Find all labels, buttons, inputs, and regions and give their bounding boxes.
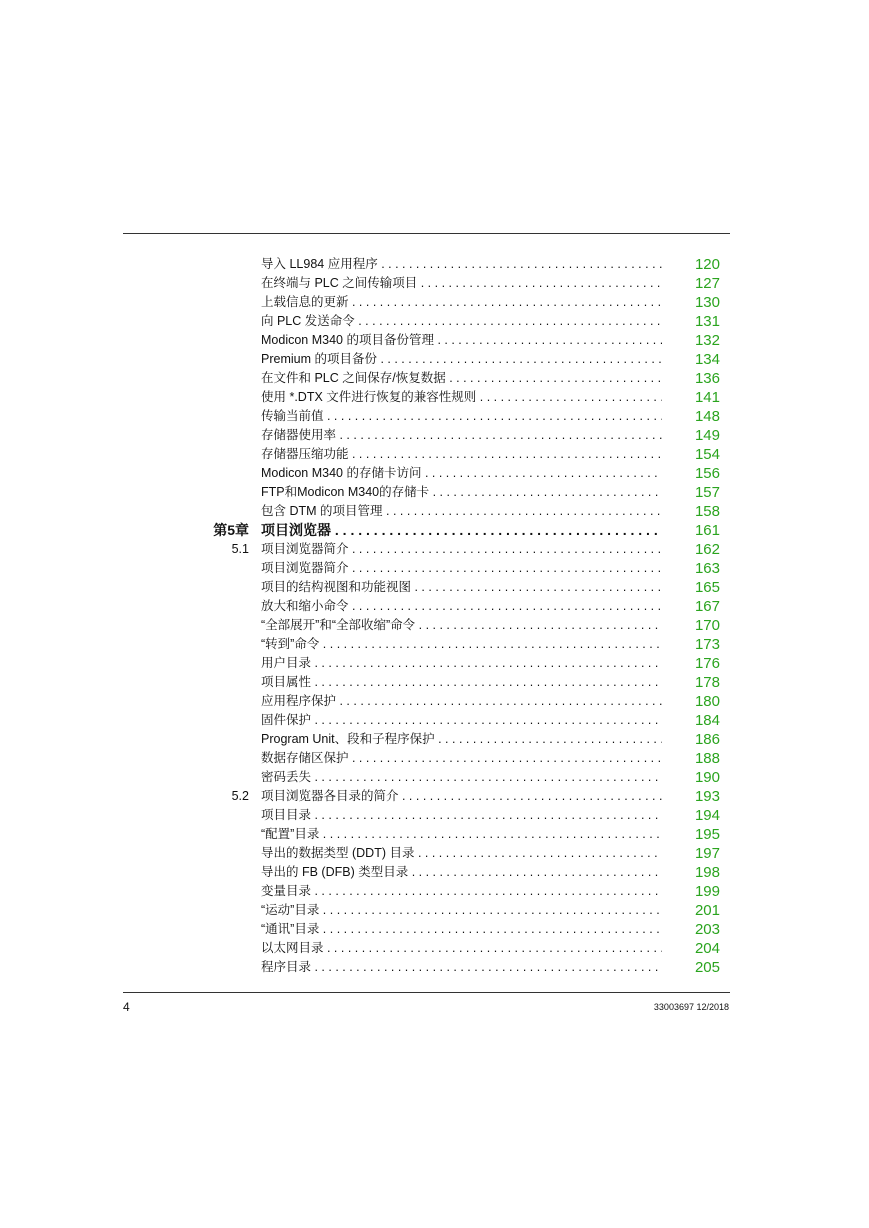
toc-entry-title[interactable]: “转到”命令 . . . — [261, 635, 662, 654]
page-number: 4 — [123, 1000, 130, 1014]
toc-entry[interactable] — [0, 312, 869, 331]
toc-page-number[interactable]: 201 — [694, 902, 720, 919]
toc-page-number[interactable]: 205 — [694, 959, 720, 976]
toc-entry[interactable] — [0, 578, 869, 597]
toc-entry-title[interactable]: 以太网目录 . . . — [261, 939, 662, 958]
toc-page-number[interactable]: 163 — [694, 560, 720, 577]
toc-entry-title[interactable]: “运动”目录 . . . — [261, 901, 662, 920]
toc-entry-title[interactable]: Program Unit、段和子程序保护 . . . — [261, 730, 662, 749]
toc-section-number: 第5章 — [213, 522, 249, 538]
toc-entry[interactable] — [0, 350, 869, 369]
toc-entry[interactable] — [0, 806, 869, 825]
toc-entry-title[interactable]: 存储器使用率 . . . — [261, 426, 662, 445]
toc-entry[interactable] — [0, 483, 869, 502]
toc-entry[interactable] — [0, 825, 869, 844]
toc-page-number[interactable]: 173 — [694, 636, 720, 653]
toc-entry[interactable] — [0, 654, 869, 673]
toc-page-number[interactable]: 195 — [694, 826, 720, 843]
toc-entry[interactable] — [0, 293, 869, 312]
toc-entry[interactable] — [0, 388, 869, 407]
toc-entry-title[interactable]: Modicon M340 的存储卡访问 . . . — [261, 464, 662, 483]
toc-page-number[interactable]: 132 — [694, 332, 720, 349]
toc-entry[interactable] — [0, 692, 869, 711]
toc-entry[interactable] — [0, 711, 869, 730]
toc-page-number[interactable]: 141 — [694, 389, 720, 406]
toc-section-number: 5.2 — [231, 789, 249, 803]
toc-page-number[interactable]: 180 — [694, 693, 720, 710]
toc-entry[interactable] — [0, 844, 869, 863]
toc-page-number[interactable]: 193 — [694, 788, 720, 805]
toc-entry-title[interactable]: 用户目录 . . . — [261, 654, 662, 673]
toc-page-number[interactable]: 197 — [694, 845, 720, 862]
toc-entry[interactable] — [0, 920, 869, 939]
toc-page-number[interactable]: 136 — [694, 370, 720, 387]
toc-page-number[interactable]: 186 — [694, 731, 720, 748]
toc-entry[interactable] — [0, 749, 869, 768]
toc-entry-title[interactable]: 应用程序保护 . . . — [261, 692, 662, 711]
toc-page-number[interactable]: 188 — [694, 750, 720, 767]
header-rule — [123, 233, 730, 234]
toc-entry-title[interactable]: 传输当前值 . . . — [261, 407, 662, 426]
toc-page-number[interactable]: 162 — [694, 541, 720, 558]
toc-page-number[interactable]: 130 — [694, 294, 720, 311]
toc-entry-title[interactable]: 变量目录 . . . — [261, 882, 662, 901]
toc-entry[interactable] — [0, 863, 869, 882]
toc-page-number[interactable]: 134 — [694, 351, 720, 368]
toc-entry[interactable] — [0, 426, 869, 445]
toc-entry[interactable] — [0, 502, 869, 521]
toc-page-number[interactable]: 149 — [694, 427, 720, 444]
toc-entry-title[interactable]: 数据存储区保护 . . . — [261, 749, 662, 768]
toc-page-number[interactable]: 199 — [694, 883, 720, 900]
toc-page-number[interactable]: 127 — [694, 275, 720, 292]
toc-entry[interactable] — [0, 445, 869, 464]
toc-entry[interactable] — [0, 901, 869, 920]
toc-entry[interactable] — [0, 407, 869, 426]
toc-entry-title[interactable]: 项目浏览器简介 . . . — [261, 559, 662, 578]
toc-entry-title[interactable]: 固件保护 . . . — [261, 711, 662, 730]
toc-page-number[interactable]: 198 — [694, 864, 720, 881]
toc-entry-title[interactable]: 存储器压缩功能 . . . — [261, 445, 662, 464]
toc-entry-title[interactable]: 项目浏览器 . . . — [261, 521, 662, 540]
toc-entry-title[interactable]: 包含 DTM 的项目管理 . . . — [261, 502, 662, 521]
document-reference: 33003697 12/2018 — [653, 1002, 729, 1012]
toc-entry-title[interactable]: Premium 的项目备份 . . . — [261, 350, 662, 369]
toc-entry-title[interactable]: 项目浏览器各目录的简介 . . . — [261, 787, 662, 806]
toc-page-number[interactable]: 170 — [694, 617, 720, 634]
toc-page-number[interactable]: 203 — [694, 921, 720, 938]
toc-page-number[interactable]: 131 — [694, 313, 720, 330]
toc-page-number[interactable]: 120 — [694, 256, 720, 273]
toc-page-number[interactable]: 194 — [694, 807, 720, 824]
toc-page-number[interactable]: 176 — [694, 655, 720, 672]
toc-entry-title[interactable]: 项目目录 . . . — [261, 806, 662, 825]
toc-entry-title[interactable]: 放大和缩小命令 . . . — [261, 597, 662, 616]
toc-page-number[interactable]: 178 — [694, 674, 720, 691]
toc-page-number[interactable]: 154 — [694, 446, 720, 463]
toc-entry-title[interactable]: “全部展开”和“全部收缩”命令 . . . — [261, 616, 662, 635]
toc-section-number: 5.1 — [231, 542, 249, 556]
footer-rule — [123, 992, 730, 993]
toc-entry[interactable] — [0, 331, 869, 350]
toc-entry[interactable] — [0, 635, 869, 654]
toc-page-number[interactable]: 148 — [694, 408, 720, 425]
toc-entry-title[interactable]: “通讯”目录 . . . — [261, 920, 662, 939]
toc-entry-title[interactable]: Modicon M340 的项目备份管理 . . . — [261, 331, 662, 350]
toc-entry-title[interactable]: 导出的数据类型 (DDT) 目录 . . . — [261, 844, 662, 863]
toc-entry[interactable] — [0, 939, 869, 958]
toc-entry[interactable] — [0, 369, 869, 388]
toc-entry[interactable] — [0, 958, 869, 977]
toc-entry-title[interactable]: 使用 *.DTX 文件进行恢复的兼容性规则 . . . — [261, 388, 662, 407]
toc-entry-title[interactable]: 密码丢失 . . . — [261, 768, 662, 787]
toc-page-number[interactable]: 204 — [694, 940, 720, 957]
toc-entry[interactable] — [0, 597, 869, 616]
toc-entry-title[interactable]: 向 PLC 发送命令 . . . — [261, 312, 662, 331]
toc-entry[interactable] — [0, 768, 869, 787]
toc-entry-title[interactable]: “配置”目录 . . . — [261, 825, 662, 844]
toc-entry-title[interactable]: 在文件和 PLC 之间保存/恢复数据 . . . — [261, 369, 662, 388]
toc-entry-title[interactable]: 项目浏览器简介 . . . — [261, 540, 662, 559]
toc-entry[interactable] — [0, 540, 869, 559]
toc-entry[interactable] — [0, 559, 869, 578]
toc-entry[interactable] — [0, 730, 869, 749]
toc-entry-title[interactable]: 导入 LL984 应用程序 . . . — [261, 255, 662, 274]
toc-entry-title[interactable]: 项目属性 . . . — [261, 673, 662, 692]
toc-entry[interactable] — [0, 882, 869, 901]
toc-entry-title[interactable]: FTP和Modicon M340的存储卡 . . . — [261, 483, 662, 502]
toc-entry-title[interactable]: 导出的 FB (DFB) 类型目录 . . . — [261, 863, 662, 882]
toc-entry-title[interactable]: 项目的结构视图和功能视图 . . . — [261, 578, 662, 597]
toc-entry-title[interactable]: 程序目录 . . . — [261, 958, 662, 977]
table-of-contents — [0, 255, 869, 977]
toc-page-number[interactable]: 158 — [694, 503, 720, 520]
toc-chapter-row[interactable] — [0, 521, 869, 540]
toc-entry-title[interactable]: 上载信息的更新 . . . — [261, 293, 662, 312]
toc-entry[interactable] — [0, 787, 869, 806]
toc-entry[interactable] — [0, 255, 869, 274]
toc-page-number[interactable]: 157 — [694, 484, 720, 501]
toc-page-number[interactable]: 161 — [694, 522, 720, 539]
toc-page-number[interactable]: 167 — [694, 598, 720, 615]
toc-entry[interactable] — [0, 274, 869, 293]
toc-entry[interactable] — [0, 464, 869, 483]
toc-entry[interactable] — [0, 673, 869, 692]
toc-page-number[interactable]: 184 — [694, 712, 720, 729]
toc-entry[interactable] — [0, 616, 869, 635]
toc-page-number[interactable]: 165 — [694, 579, 720, 596]
toc-entry-title[interactable]: 在终端与 PLC 之间传输项目 . . . — [261, 274, 662, 293]
toc-page-number[interactable]: 156 — [694, 465, 720, 482]
toc-page-number[interactable]: 190 — [694, 769, 720, 786]
